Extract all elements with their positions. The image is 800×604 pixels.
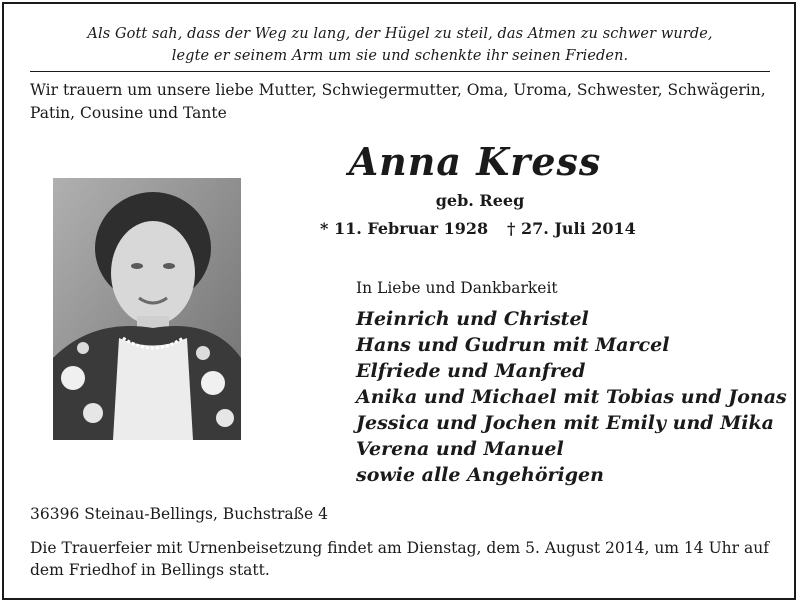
family-address: 36396 Steinau-Bellings, Buchstraße 4 [30,505,328,523]
gratitude-line: In Liebe und Dankbarkeit [356,279,558,297]
mourner-line: Jessica und Jochen mit Emily und Mika [356,412,774,434]
mourner-line: Anika und Michael mit Tobias und Jonas [356,386,787,408]
motto-line-2: legte er seinem Arm um sie und schenkte ihr seinen Frieden. [171,48,629,64]
intro-text: Wir trauern um unsere liebe Mutter, Schwiegermutter, Oma, Uroma, Schwester, Schwägerin, Patin, Cousine und Tante [30,81,766,122]
motto-line-1: Als Gott sah, dass der Weg zu lang, der Hügel zu steil, das Atmen zu schwer wurde, [87,26,713,42]
death-date: † 27. Juli 2014 [507,219,636,238]
motto-verse [0,23,800,67]
mourner-line: sowie alle Angehörigen [356,464,604,486]
mourner-line: Elfriede und Manfred [356,360,586,382]
funeral-notice: Die Trauerfeier mit Urnenbeisetzung findet am Dienstag, dem 5. August 2014, um 14 Uhr auf dem Friedhof in Bellings statt. [30,539,769,579]
deceased-name: Anna Kress [348,139,602,184]
divider-line [30,71,770,72]
birth-date: * 11. Februar 1928 [320,219,489,238]
mourners-list [356,306,787,488]
mourner-line: Heinrich und Christel [356,308,589,330]
mourner-line: Verena und Manuel [356,438,564,460]
mourner-line: Hans und Gudrun mit Marcel [356,334,670,356]
portrait-photo [53,178,241,440]
birth-name: geb. Reeg [435,191,525,210]
